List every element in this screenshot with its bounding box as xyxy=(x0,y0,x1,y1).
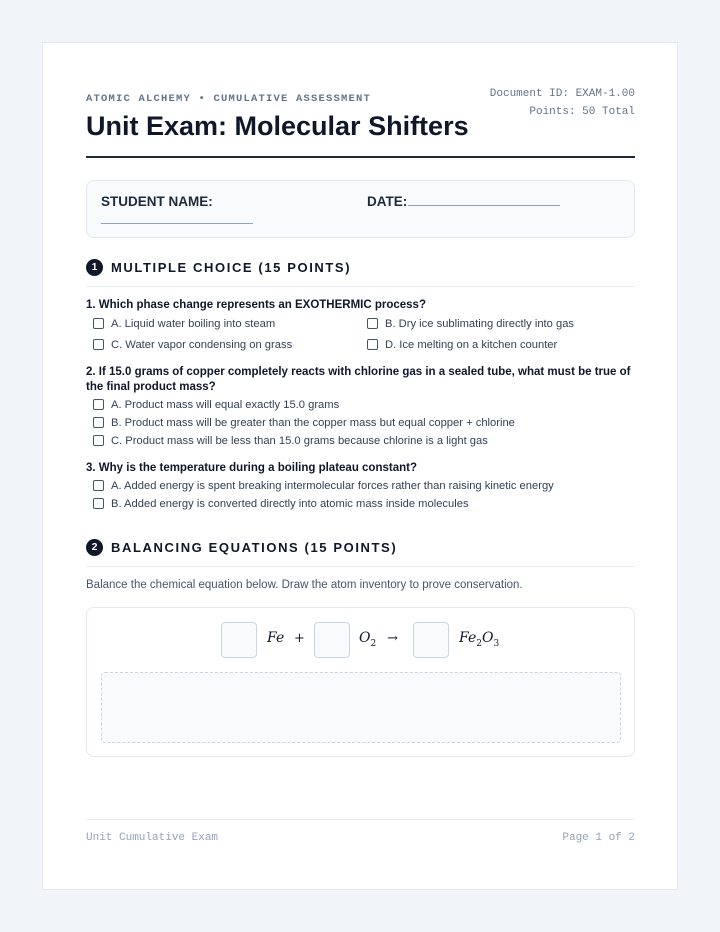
option-label: A. Liquid water boiling into steam xyxy=(111,318,276,330)
footer-divider xyxy=(86,819,635,820)
option-label: A. Added energy is spent breaking intermolecular forces rather than raising kinetic energy xyxy=(111,480,554,492)
reactant-fe: Fe xyxy=(267,630,285,646)
checkbox[interactable] xyxy=(367,318,378,329)
product-fe2o3: $Fe_2O_3$ xyxy=(459,630,500,649)
checkbox[interactable] xyxy=(93,480,104,491)
coefficient-input-fe[interactable] xyxy=(221,622,257,658)
section-1-title: MULTIPLE CHOICE (15 POINTS) xyxy=(111,260,352,275)
checkbox[interactable] xyxy=(367,339,378,350)
document-meta xyxy=(490,85,635,121)
section-2-badge: 2 xyxy=(86,539,103,556)
checkbox[interactable] xyxy=(93,339,104,350)
footer-right: Page 1 of 2 xyxy=(562,832,635,844)
option-label: C. Product mass will be less than 15.0 grams because chlorine is a light gas xyxy=(111,435,488,447)
option-label: B. Dry ice sublimating directly into gas xyxy=(385,318,575,330)
reactant-o2: $O_2$ xyxy=(359,630,377,649)
section-1-badge: 1 xyxy=(86,259,103,276)
points-total: Points: 50 Total xyxy=(529,106,635,118)
question-2: 2. If 15.0 grams of copper completely reacts with chlorine gas in a sealed tube, what must be true of the final product mass? xyxy=(86,366,631,393)
date-label: DATE: xyxy=(367,194,408,209)
student-info-box xyxy=(86,180,635,238)
student-name-line[interactable] xyxy=(101,223,253,224)
atom-inventory-area[interactable] xyxy=(101,672,621,743)
option-label: D. Ice melting on a kitchen counter xyxy=(385,339,558,351)
checkbox[interactable] xyxy=(93,435,104,446)
student-name-label: STUDENT NAME: xyxy=(101,194,213,209)
header-divider xyxy=(86,156,635,158)
section-1-header xyxy=(86,259,635,287)
checkbox[interactable] xyxy=(93,417,104,428)
question-3: 3. Why is the temperature during a boiling plateau constant? xyxy=(86,462,417,474)
option-label: B. Product mass will be greater than the copper mass but equal copper + chlorine xyxy=(111,417,515,429)
option-label: A. Product mass will equal exactly 15.0 grams xyxy=(111,399,340,411)
footer-left: Unit Cumulative Exam xyxy=(86,832,219,844)
section-2-instruction: Balance the chemical equation below. Draw the atom inventory to prove conservation. xyxy=(86,579,523,591)
page-title: Unit Exam: Molecular Shifters xyxy=(86,111,469,141)
exam-page xyxy=(42,42,678,890)
checkbox[interactable] xyxy=(93,498,104,509)
reaction-arrow: → xyxy=(387,631,398,646)
section-2-title: BALANCING EQUATIONS (15 POINTS) xyxy=(111,540,398,555)
coefficient-input-o2[interactable] xyxy=(314,622,350,658)
coefficient-input-fe2o3[interactable] xyxy=(413,622,449,658)
plus-sign: + xyxy=(294,631,305,646)
checkbox[interactable] xyxy=(93,318,104,329)
checkbox[interactable] xyxy=(93,399,104,410)
section-2-header xyxy=(86,539,635,567)
option-label: C. Water vapor condensing on grass xyxy=(111,339,293,351)
question-1: 1. Which phase change represents an EXOTHERMIC process? xyxy=(86,299,426,311)
option-label: B. Added energy is converted directly into atomic mass inside molecules xyxy=(111,498,469,510)
header-kicker: ATOMIC ALCHEMY • CUMULATIVE ASSESSMENT xyxy=(86,93,372,105)
document-id: Document ID: EXAM-1.00 xyxy=(489,88,635,100)
equation-box xyxy=(86,607,635,757)
date-line[interactable] xyxy=(408,205,560,206)
